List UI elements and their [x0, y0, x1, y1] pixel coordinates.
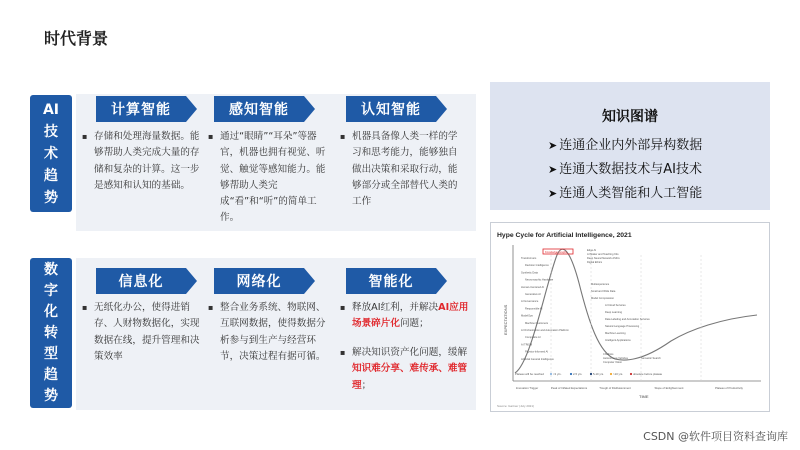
legend-marker: [610, 373, 612, 375]
tag-informatization: 信息化: [96, 268, 186, 294]
kg-item: ➤ 连通大数据技术与AI技术: [548, 162, 702, 177]
phase-label: Peak of Inflated Expectations: [550, 386, 588, 390]
highlighted-technology-label: Knowledge Graphs: [545, 251, 568, 254]
technology-label: AI Cloud Services: [605, 304, 626, 307]
technology-label: Autonomous Vehicles: [603, 357, 628, 360]
tag-intelligentization: 智能化: [346, 268, 436, 294]
technology-label: Transformers: [521, 257, 537, 260]
technology-label: Decision Intelligence: [525, 264, 549, 268]
tag-computing-intelligence: 计算智能: [96, 96, 186, 122]
legend-marker: [570, 373, 572, 375]
legend-marker: [590, 373, 592, 375]
kg-item: ➤ 连通人类智能和人工智能: [548, 186, 703, 201]
hype-cycle-chart: [490, 222, 770, 412]
intelligentization-text-2: ▪ 解决知识资产化问题，缓解知识难分享、难传承、难管理；: [340, 347, 468, 391]
technology-label: Natural Language Processing: [605, 325, 640, 328]
technology-label: Neuromorphic Hardware: [525, 278, 554, 282]
technology-label: Chatbots: [603, 353, 614, 356]
technology-label: Intelligent Applications: [605, 339, 631, 342]
phase-label: Slope of Enlightenment: [654, 386, 684, 390]
watermark: CSDN @软件项目资料查询库: [643, 430, 788, 443]
technology-label: Machine Customers: [525, 321, 549, 325]
cognitive-intelligence-text: ▪ 机器具备像人类一样的学习和思考能力，能够独自做出决策和采取行动，能够部分或全部替代人类的工作: [340, 131, 458, 208]
legend-entry: <2 yrs.: [553, 372, 562, 377]
technology-label: AI Governance: [521, 300, 539, 304]
technology-label: Data Labeling and Annotation Services: [605, 318, 650, 321]
technology-label: Machine Learning: [605, 332, 626, 335]
phase-label: Innovation Trigger: [515, 386, 539, 390]
hype-curve: [515, 249, 757, 373]
perception-intelligence-text: ▪ 通过“眼睛”“耳朵”等器官，机器也拥有视觉、听觉、触觉等感知能力。能够帮助人类完成“看”和“听”的简单工作。: [208, 131, 326, 224]
arrow-right-icon: ➤: [548, 139, 558, 152]
legend-entry: >10 yrs.: [613, 372, 624, 377]
phase-label: Trough of Disillusionment: [599, 386, 631, 390]
technology-label: Responsible AI: [525, 307, 543, 311]
arrow-right-icon: ➤: [548, 187, 558, 200]
technology-label: Computer Vision: [603, 361, 623, 364]
legend-marker: [630, 373, 632, 375]
knowledge-graph-panel: [490, 82, 770, 210]
hype-cycle-svg: [491, 223, 769, 411]
technology-label: Model Compression: [591, 297, 615, 300]
technology-label: Semantic Search: [641, 357, 661, 360]
knowledge-graph-title: 知识图谱: [602, 109, 658, 125]
informatization-text: ▪ 无纸化办公，使得进销存、人财物数据化，实现数据在线，提升管理和决策效率: [82, 302, 200, 362]
kg-item: ➤ 连通企业内外部异构数据: [548, 138, 703, 153]
tag-networking: 网络化: [214, 268, 304, 294]
technology-label: Deep Neural Network ASICs: [587, 257, 620, 260]
legend-entry: 2-5 yrs.: [573, 372, 583, 377]
technology-label: Multiexperience: [591, 283, 610, 286]
computing-intelligence-text: ▪ 存储和处理海量数据。能够帮助人类完成大量的存储和复杂的计算。这一步是感知和认知的基础。: [82, 131, 200, 191]
technology-label: Human-Centered AI: [521, 285, 544, 289]
technology-label: Small and Wide Data: [591, 290, 616, 293]
technology-label: Physics-Informed AI: [525, 350, 549, 354]
arrow-right-icon: ➤: [548, 163, 558, 176]
technology-label: Deep Learning: [605, 311, 623, 314]
technology-label: Digital Ethics: [587, 261, 602, 264]
technology-label: AI Orchestration and Automation Platform: [521, 329, 569, 332]
tag-perception-intelligence: 感知智能: [214, 96, 304, 122]
technology-label: Composite AI: [525, 336, 541, 340]
technology-label: Generative AI: [525, 293, 541, 296]
page-title: 时代背景: [44, 29, 109, 48]
legend-entry: obsolete before plateau: [633, 372, 663, 377]
x-axis-label: TIME: [639, 394, 649, 399]
intelligentization-text-1: ▪ 释放AI红利，并解决AI应用场景碎片化问题；: [340, 302, 469, 330]
legend-title: Plateau will be reached: [515, 372, 544, 376]
chart-source: Source: Gartner (July 2021): [497, 404, 535, 408]
y-axis-label: EXPECTATIONS: [503, 304, 508, 335]
legend-entry: 5-10 yrs.: [593, 372, 604, 377]
networking-text: ▪ 整合业务系统、物联网、互联网数据，使得数据分析参与到生产与经营环节，决策过程有据可循。: [208, 302, 326, 362]
phase-label: Plateau of Productivity: [715, 386, 743, 390]
chart-title: Hype Cycle for Artificial Intelligence, 2021: [497, 232, 632, 239]
technology-label: ModelOps: [521, 314, 533, 318]
technology-label: Synthetic Data: [521, 271, 538, 275]
technology-label: AI TRiSM: [521, 343, 533, 347]
technology-label: Edge AI: [587, 249, 597, 252]
digital-transformation-label: 数 字 化 转 型 趋 势: [30, 258, 72, 408]
technology-label: AI Maker and Teaching Kits: [587, 253, 619, 256]
legend-marker: [550, 373, 552, 375]
tag-cognitive-intelligence: 认知智能: [346, 96, 436, 122]
technology-label: Artificial General Intelligence: [521, 357, 554, 361]
ai-tech-trend-label: AI 技 术 趋 势: [30, 95, 72, 212]
